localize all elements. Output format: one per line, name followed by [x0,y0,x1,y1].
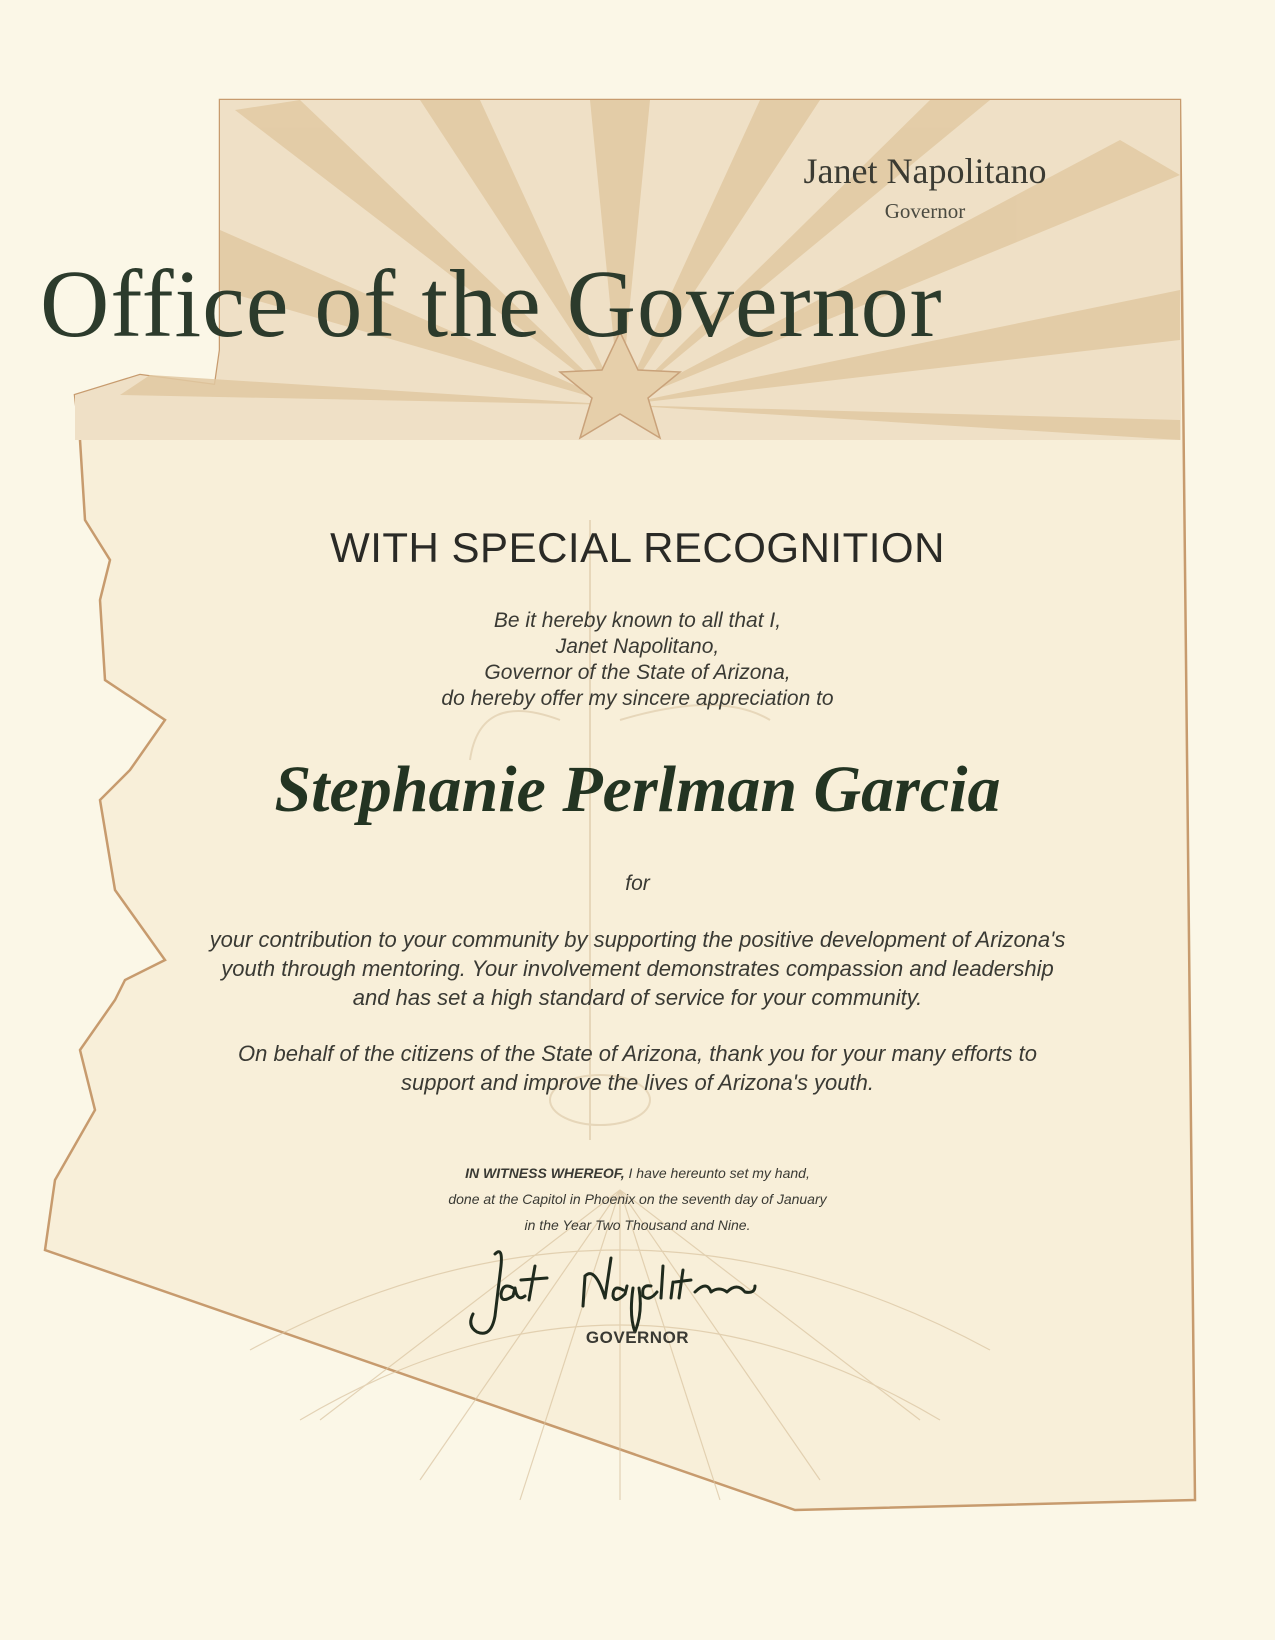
governor-title: Governor [884,199,966,223]
witness-text: I have hereunto set my hand, [624,1165,810,1181]
closing-paragraph [0,1039,1275,1097]
witness-block [0,1160,1275,1238]
intro-line: do hereby offer my sincere appreciation to [441,687,834,710]
witness-line: in the Year Two Thousand and Nine. [524,1217,751,1233]
recognition-heading: WITH SPECIAL RECOGNITION [330,524,945,571]
closing-line: On behalf of the citizens of the State of Arizona, thank you for your many efforts to [238,1041,1037,1066]
witness-line: done at the Capitol in Phoenix on the seventh day of January [448,1191,827,1207]
recipient-name: Stephanie Perlman Garcia [274,753,1001,826]
witness-lead: IN WITNESS WHEREOF, [465,1165,625,1181]
citation-line: and has set a high standard of service for your community. [352,985,923,1010]
citation-line: your contribution to your community by supporting the positive development of Arizona's [209,927,1066,952]
office-title: Office of the Governor [40,250,943,357]
for-label: for [625,872,650,895]
witness-line [0,1160,1275,1186]
intro-paragraph [0,608,1275,712]
intro-line: Governor of the State of Arizona, [484,661,791,684]
closing-line: support and improve the lives of Arizona's youth. [401,1070,874,1095]
governor-name: Janet Napolitano [803,151,1047,191]
intro-line: Be it hereby known to all that I, [493,609,782,632]
citation-paragraph [0,925,1275,1012]
citation-line: youth through mentoring. Your involvement demonstrates compassion and leadership [221,956,1054,981]
signature-title: GOVERNOR [585,1328,690,1347]
intro-line: Janet Napolitano, [555,635,720,658]
